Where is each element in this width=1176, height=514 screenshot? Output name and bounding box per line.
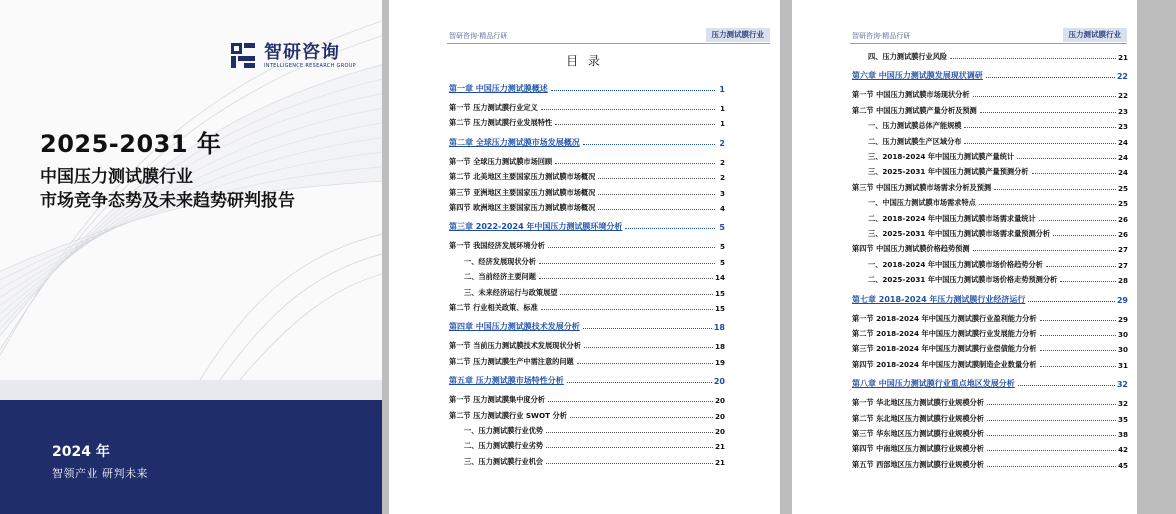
- toc-leader-dots: [598, 178, 715, 179]
- toc-leader-dots: [539, 263, 715, 264]
- toc-leader-dots: [1018, 385, 1115, 386]
- toc-entry-title: 第三节 亚洲地区主要国家压力测试膜市场概况: [449, 187, 596, 197]
- toc-page-number: 30: [1117, 330, 1128, 339]
- toc-leader-dots: [986, 77, 1115, 78]
- toc-leader-dots: [1028, 301, 1114, 302]
- toc-section-entry[interactable]: [449, 409, 725, 421]
- toc-page-number: 27: [1117, 245, 1128, 255]
- toc-section-entry[interactable]: [852, 458, 1128, 470]
- toc-entry-title: 一、2018-2024 年中国压力测试膜市场价格趋势分析: [868, 259, 1043, 269]
- toc-entry-title: 第三节 中国压力测试膜市场需求分析及预测: [852, 182, 992, 192]
- toc-section-entry[interactable]: [852, 342, 1128, 354]
- toc-page-number: 24: [1117, 153, 1128, 162]
- toc-leader-dots: [1039, 220, 1116, 221]
- toc-page-number: 14: [714, 273, 725, 283]
- toc-leader-dots: [541, 309, 713, 310]
- toc-page-number: 20: [714, 427, 725, 436]
- toc-page-number: 29: [1116, 295, 1128, 305]
- toc-subsection-entry[interactable]: [868, 150, 1128, 162]
- toc-entry-title: 第二节 压力测试膜行业发展特性: [449, 118, 553, 128]
- toc-leader-dots: [548, 401, 713, 402]
- toc-entry-title: 三、2025-2031 年中国压力测试膜产量预测分析: [868, 167, 1029, 177]
- toc-leader-dots: [1040, 335, 1116, 336]
- toc-leader-dots: [555, 163, 715, 164]
- toc-section-entry[interactable]: [852, 442, 1128, 454]
- toc-page-number: 2: [719, 157, 725, 167]
- toc-leader-dots: [1046, 266, 1116, 267]
- toc-entry-title: 第三章 2022-2024 年中国压力测试膜环境分析: [449, 222, 623, 232]
- toc-section-entry[interactable]: [449, 201, 725, 213]
- toc-page-number: 26: [1117, 214, 1128, 224]
- toc-entry-title: 第五章 压力测试膜市场特性分析: [449, 376, 564, 386]
- toc-leader-dots: [567, 382, 712, 383]
- toc-entry-title: 一、中国压力测试膜市场需求特点: [868, 198, 976, 208]
- toc-entry-title: 一、压力测试膜行业优势: [464, 426, 544, 435]
- toc-entry-title: 第二节 北美地区主要国家压力测试膜市场概况: [449, 172, 596, 182]
- toc-leader-dots: [980, 112, 1116, 113]
- toc-section-entry[interactable]: [852, 358, 1128, 370]
- toc-section-entry[interactable]: [449, 116, 725, 128]
- toc-page-number: 5: [719, 242, 725, 252]
- toc-leader-dots: [987, 404, 1116, 405]
- toc-leader-dots: [598, 194, 715, 195]
- toc-page-number: 19: [714, 357, 725, 367]
- toc-section-entry[interactable]: [852, 427, 1128, 439]
- toc-leader-dots: [987, 435, 1116, 436]
- toc-page-number: 42: [1117, 445, 1128, 455]
- toc-leader-dots: [964, 143, 1116, 144]
- toc-page-number: 21: [714, 442, 725, 452]
- toc-entry-title: 第二节 行业相关政策、标准: [449, 303, 538, 312]
- toc-subsection-entry[interactable]: [868, 50, 1128, 62]
- toc-leader-dots: [551, 90, 715, 91]
- toc-leader-dots: [973, 250, 1116, 251]
- toc-section-entry[interactable]: [852, 412, 1128, 424]
- toc-subsection-entry[interactable]: [464, 455, 725, 467]
- toc-section-entry[interactable]: [449, 101, 725, 113]
- header-tag: 压力测试膜行业: [706, 28, 771, 42]
- toc-page-number: 18: [713, 323, 725, 333]
- toc-leader-dots: [964, 127, 1116, 128]
- cover-accent-band: [0, 380, 382, 400]
- toc-entry-title: 四、压力测试膜行业风险: [868, 52, 948, 61]
- toc-section-entry[interactable]: [852, 181, 1128, 193]
- logo: [230, 42, 356, 70]
- toc-subsection-entry[interactable]: [868, 258, 1128, 270]
- toc-title: 目 录: [566, 54, 603, 68]
- toc-chapter-entry[interactable]: [449, 82, 725, 94]
- toc-entry-title: 第三节 华东地区压力测试膜行业规模分析: [852, 429, 984, 438]
- toc-leader-dots: [973, 96, 1116, 97]
- toc-section-entry[interactable]: [449, 301, 725, 313]
- toc-entry-title: 第一节 中国压力测试膜市场现状分析: [852, 90, 970, 100]
- toc-page-number: 22: [1116, 72, 1128, 82]
- toc-leader-dots: [1040, 350, 1116, 351]
- toc-page-number: 20: [714, 411, 725, 421]
- toc-leader-dots: [979, 204, 1116, 205]
- toc-entry-title: 第八章 中国压力测试膜行业重点地区发展分析: [852, 379, 1015, 389]
- toc-page-number: 35: [1117, 414, 1128, 424]
- toc-section-entry[interactable]: [852, 327, 1128, 339]
- page-header: [850, 30, 1127, 44]
- toc-entry-title: 第二节 2018-2024 年中国压力测试膜行业发展能力分析: [852, 329, 1037, 338]
- toc-leader-dots: [546, 432, 713, 433]
- toc-leader-dots: [987, 450, 1116, 451]
- toc-entry-title: 第一节 压力测试膜行业定义: [449, 103, 538, 112]
- toc-entry-title: 第七章 2018-2024 年压力测试膜行业经济运行: [852, 294, 1026, 304]
- toc-entry-title: 一、压力测试膜总体产能规模: [868, 121, 962, 131]
- toc-subsection-entry[interactable]: [464, 270, 725, 282]
- toc-page-number: 25: [1117, 199, 1128, 209]
- toc-section-entry[interactable]: [852, 242, 1128, 254]
- toc-leader-dots: [1060, 281, 1116, 282]
- toc-page-number: 38: [1117, 430, 1128, 439]
- toc-section-entry[interactable]: [852, 104, 1128, 116]
- toc-entry-title: 二、压力测试膜行业劣势: [464, 441, 544, 451]
- toc-page-number: 21: [714, 457, 725, 467]
- toc-page-number: 15: [714, 288, 725, 298]
- toc-page-number: 45: [1117, 460, 1128, 470]
- toc-section-entry[interactable]: [449, 239, 725, 251]
- toc-page-number: 28: [1117, 276, 1128, 286]
- toc-entry-title: 第四节 中国压力测试膜价格趋势预测: [852, 244, 970, 254]
- toc-entry-title: 第一节 全球压力测试膜市场回顾: [449, 156, 553, 166]
- toc-entry-title: 第二节 东北地区压力测试膜行业规模分析: [852, 413, 984, 423]
- toc-section-entry[interactable]: [449, 170, 725, 182]
- toc-entry-title: 三、2025-2031 年中国压力测试膜市场需求量预测分析: [868, 229, 1051, 238]
- toc-page-number: 27: [1117, 260, 1128, 270]
- toc-entry-title: 三、未来经济运行与政策展望: [464, 287, 558, 297]
- toc-page-number: 26: [1117, 230, 1128, 239]
- toc-entry-title: 第一节 压力测试膜集中度分析: [449, 395, 545, 405]
- toc-page-number: 18: [714, 342, 725, 352]
- toc-entry-title: 二、压力测试膜生产区域分布: [868, 136, 962, 146]
- toc-leader-dots: [987, 466, 1116, 467]
- toc-page-number: 23: [1117, 106, 1128, 116]
- toc-subsection-entry[interactable]: [868, 273, 1128, 285]
- logo-subtitle: INTELLIGENCE RESEARCH GROUP: [264, 62, 356, 69]
- toc-subsection-entry[interactable]: [868, 119, 1128, 131]
- toc-page-number: 2: [719, 138, 725, 148]
- cover-page: [0, 0, 382, 514]
- toc-page-number: 1: [719, 104, 725, 113]
- report-title-line1: 中国压力测试膜行业: [40, 167, 193, 187]
- cover-slogan: 智领产业 研判未来: [52, 467, 148, 480]
- toc-leader-dots: [598, 209, 715, 210]
- toc-entry-title: 第四节 欧洲地区主要国家压力测试膜市场概况: [449, 203, 596, 212]
- toc-page-number: 20: [713, 377, 725, 387]
- toc-chapter-entry[interactable]: [449, 136, 725, 148]
- toc-entry-title: 第二章 全球压力测试膜市场发展概况: [449, 137, 580, 147]
- toc-leader-dots: [583, 144, 715, 145]
- toc-page-number: 22: [1117, 91, 1128, 101]
- toc-subsection-entry[interactable]: [868, 135, 1128, 147]
- toc-leader-dots: [994, 189, 1116, 190]
- toc-leader-dots: [570, 417, 713, 418]
- toc-leader-dots: [555, 124, 715, 125]
- toc-page-number: 5: [719, 257, 725, 267]
- toc-entry-title: 三、2018-2024 年中国压力测试膜产量统计: [868, 152, 1015, 161]
- toc-page-number: 4: [719, 204, 725, 213]
- toc-entry-title: 第一节 华北地区压力测试膜行业规模分析: [852, 398, 984, 408]
- toc-section-entry[interactable]: [852, 312, 1128, 324]
- toc-page-number: 15: [714, 304, 725, 313]
- toc-section-entry[interactable]: [449, 393, 725, 405]
- toc-entry-title: 第一节 2018-2024 年中国压力测试膜行业盈利能力分析: [852, 313, 1037, 323]
- toc-leader-dots: [546, 463, 713, 464]
- report-title-line2: 市场竞争态势及未来趋势研判报告: [40, 191, 295, 211]
- toc-entry-title: 第四章 中国压力测试膜技术发展分析: [449, 322, 580, 332]
- toc-leader-dots: [541, 109, 715, 110]
- logo-mark-icon: [230, 42, 258, 70]
- toc-leader-dots: [1032, 173, 1116, 174]
- toc-leader-dots: [539, 278, 713, 279]
- cover-year: 2024 年: [52, 444, 110, 460]
- toc-section-entry[interactable]: [852, 88, 1128, 100]
- toc-page-number: 24: [1117, 168, 1128, 178]
- toc-page-number: 29: [1117, 314, 1128, 324]
- toc-subsection-entry[interactable]: [464, 439, 725, 451]
- toc-entry-title: 第一节 我国经济发展环境分析: [449, 241, 545, 251]
- toc-page-number: 25: [1117, 183, 1128, 193]
- toc-page-number: 5: [719, 223, 725, 233]
- toc-entry-title: 第三节 2018-2024 年中国压力测试膜行业偿债能力分析: [852, 344, 1037, 354]
- toc-leader-dots: [584, 347, 713, 348]
- toc-leader-dots: [546, 447, 713, 448]
- toc-page-number: 3: [719, 188, 725, 198]
- toc-section-entry[interactable]: [852, 396, 1128, 408]
- toc-chapter-entry[interactable]: [449, 220, 725, 232]
- toc-section-entry[interactable]: [449, 355, 725, 367]
- toc-entry-title: 第一章 中国压力测试膜概述: [449, 84, 548, 93]
- toc-section-entry[interactable]: [449, 186, 725, 198]
- toc-subsection-entry[interactable]: [464, 424, 725, 436]
- toc-page-2: [792, 0, 1137, 514]
- toc-leader-dots: [560, 294, 713, 295]
- toc-leader-dots: [625, 228, 715, 229]
- toc-page-number: 30: [1117, 345, 1128, 355]
- toc-section-entry[interactable]: [449, 155, 725, 167]
- toc-leader-dots: [583, 328, 712, 329]
- toc-entry-title: 第四节 中南地区压力测试膜行业规模分析: [852, 444, 984, 454]
- toc-page-number: 32: [1116, 380, 1128, 390]
- toc-entry-title: 第一节 当前压力测试膜技术发展现状分析: [449, 341, 581, 351]
- toc-subsection-entry[interactable]: [868, 196, 1128, 208]
- toc-subsection-entry[interactable]: [464, 286, 725, 298]
- toc-chapter-entry[interactable]: [449, 374, 725, 386]
- toc-leader-dots: [1040, 320, 1116, 321]
- toc-entry-title: 二、2018-2024 年中国压力测试膜市场需求量统计: [868, 213, 1036, 223]
- toc-leader-dots: [577, 363, 713, 364]
- toc-page-number: 31: [1117, 360, 1128, 370]
- toc-chapter-entry[interactable]: [852, 293, 1128, 305]
- toc-entry-title: 二、2025-2031 年中国压力测试膜市场价格走势预测分析: [868, 275, 1058, 285]
- toc-leader-dots: [1017, 158, 1116, 159]
- toc-entry-title: 二、当前经济主要问题: [464, 272, 536, 282]
- toc-leader-dots: [548, 247, 715, 248]
- header-left-text: 智研咨询·精品行研: [852, 32, 911, 40]
- toc-page-number: 32: [1117, 399, 1128, 409]
- logo-name: 智研咨询: [264, 41, 340, 63]
- toc-chapter-entry[interactable]: [852, 69, 1128, 81]
- toc-entry-title: 第二节 压力测试膜行业 SWOT 分析: [449, 410, 567, 420]
- toc-leader-dots: [950, 58, 1116, 59]
- toc-entry-title: 一、经济发展现状分析: [464, 256, 536, 266]
- toc-page-number: 20: [714, 396, 725, 406]
- toc-entry-title: 第六章 中国压力测试膜发展现状调研: [852, 71, 983, 81]
- toc-page-number: 23: [1117, 122, 1128, 132]
- toc-entry-title: 三、压力测试膜行业机会: [464, 456, 544, 466]
- toc-page-number: 2: [719, 173, 725, 183]
- toc-entry-title: 第五节 西部地区压力测试膜行业规模分析: [852, 459, 984, 469]
- toc-section-entry[interactable]: [449, 339, 725, 351]
- toc-page-number: 21: [1117, 53, 1128, 62]
- report-title-year: 2025-2031 年: [40, 130, 222, 158]
- toc-subsection-entry[interactable]: [868, 212, 1128, 224]
- header-left-text: 智研咨询·精品行研: [449, 32, 508, 40]
- toc-leader-dots: [1053, 235, 1116, 236]
- toc-page-number: 24: [1117, 137, 1128, 147]
- page-header: [447, 30, 770, 44]
- toc-entry-title: 第四节 2018-2024 年中国压力测试膜制造企业数量分析: [852, 359, 1037, 369]
- toc-chapter-entry[interactable]: [449, 320, 725, 332]
- header-tag: 压力测试膜行业: [1063, 28, 1128, 42]
- toc-subsection-entry[interactable]: [464, 255, 725, 267]
- toc-entry-title: 第二节 中国压力测试膜产量分析及预测: [852, 105, 977, 115]
- toc-page-number: 1: [719, 85, 725, 94]
- toc-leader-dots: [987, 420, 1116, 421]
- toc-entry-title: 第二节 压力测试膜生产中需注意的问题: [449, 356, 574, 366]
- toc-subsection-entry[interactable]: [868, 165, 1128, 177]
- toc-page-1: [389, 0, 780, 514]
- toc-page-number: 1: [719, 119, 725, 129]
- toc-subsection-entry[interactable]: [868, 227, 1128, 239]
- toc-chapter-entry[interactable]: [852, 377, 1128, 389]
- toc-leader-dots: [1040, 366, 1116, 367]
